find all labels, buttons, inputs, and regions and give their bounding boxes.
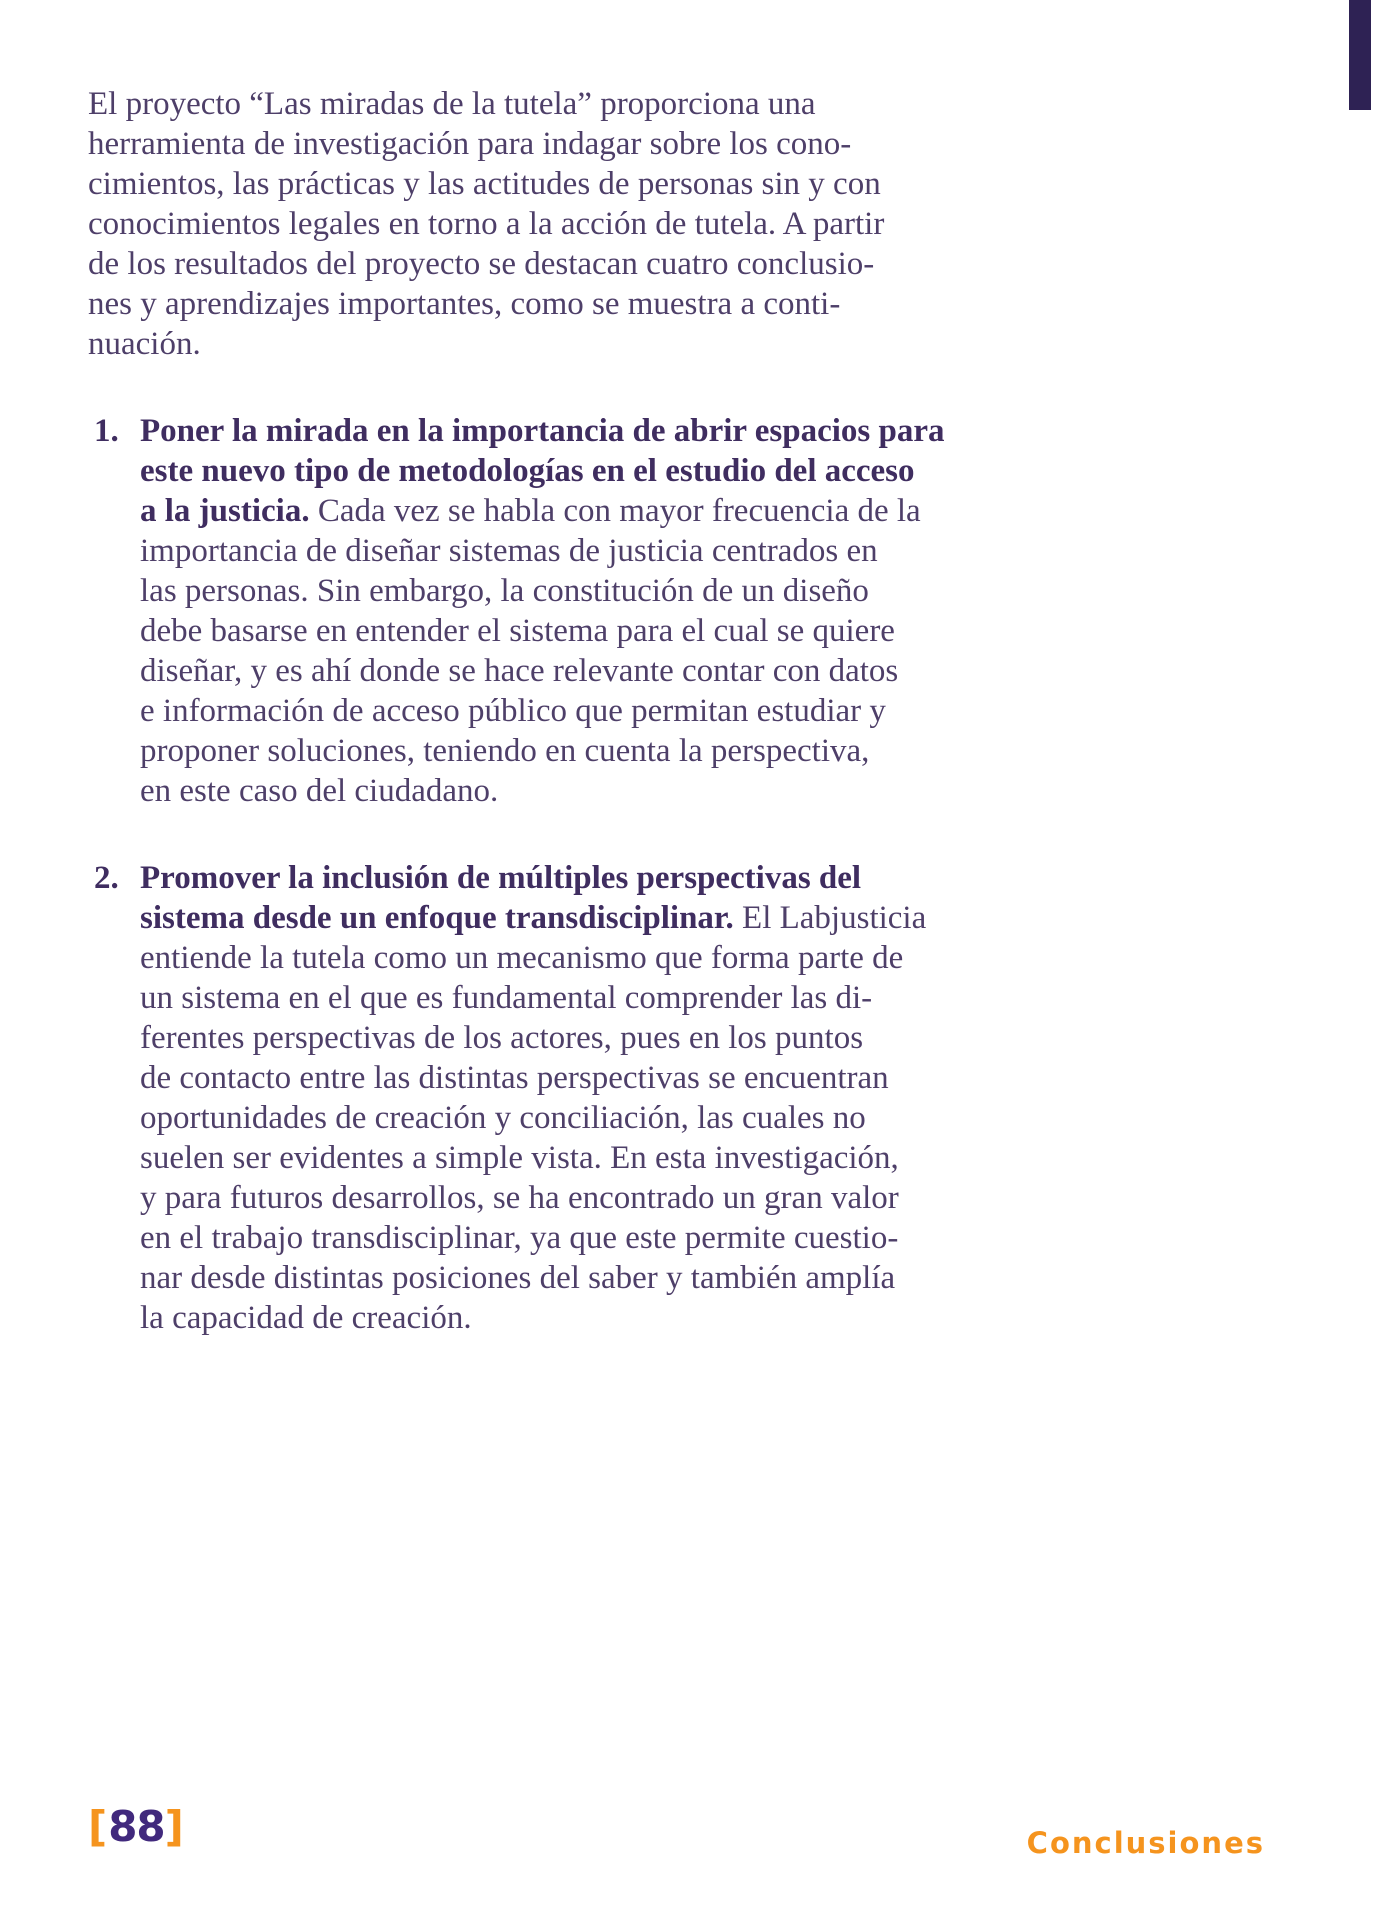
text-line: herramienta de investigación para indagar sobre los cono- (88, 126, 852, 162)
text-line (140, 411, 1018, 451)
text-line: cimientos, las prácticas y las actitudes de personas sin y con (88, 166, 881, 202)
text-line: nuación. (88, 326, 201, 362)
text-line: de los resultados del proyecto se destacan cuatro conclusio- (88, 246, 875, 282)
item-number: 2. (94, 860, 119, 896)
text-line: las personas. Sin embargo, la constitución de un diseño (140, 573, 869, 609)
text-line: y para futuros desarrollos, se ha encontrado un gran valor (140, 1180, 899, 1216)
text-line: suelen ser evidentes a simple vista. En esta investigación, (140, 1140, 899, 1176)
regular-run: El Labjusticia (733, 900, 927, 936)
text-line: diseñar, y es ahí donde se hace relevante contar con datos (140, 653, 899, 689)
text-line: la capacidad de creación. (140, 1300, 472, 1336)
chapter-edge-tab (1349, 0, 1371, 110)
intro-paragraph (88, 84, 1018, 364)
item-number: 1. (94, 413, 119, 449)
bracket-open: [ (88, 1802, 109, 1851)
text-line: oportunidades de creación y conciliación, las cuales no (140, 1100, 866, 1136)
list-item (88, 858, 1018, 1338)
bracket-close: ] (164, 1802, 185, 1851)
bold-run: este nuevo tipo de metodologías en el estudio del acceso (140, 453, 915, 489)
conclusions-list (88, 411, 1018, 1338)
item-text (140, 411, 1018, 811)
page-number-value: 88 (108, 1802, 165, 1851)
text-line: proponer soluciones, teniendo en cuenta la perspectiva, (140, 733, 870, 769)
bold-run: a la justicia. (140, 493, 310, 529)
text-line: ferentes perspectivas de los actores, pues en los puntos (140, 1020, 864, 1056)
text-line: El proyecto “Las miradas de la tutela” proporciona una (88, 86, 816, 122)
bold-run: Promover la inclusión de múltiples perspectivas del (140, 860, 862, 896)
text-line (140, 898, 1018, 938)
page-number (88, 1802, 185, 1851)
text-line (140, 858, 1018, 898)
text-line: en el trabajo transdisciplinar, ya que este permite cuestio- (140, 1220, 899, 1256)
text-line: nar desde distintas posiciones del saber y también amplía (140, 1260, 896, 1296)
text-line: e información de acceso público que permitan estudiar y (140, 693, 886, 729)
text-line: debe basarse en entender el sistema para el cual se quiere (140, 613, 895, 649)
text-line (140, 491, 1018, 531)
chapter-label: Conclusiones (1026, 1826, 1265, 1860)
text-line: de contacto entre las distintas perspectivas se encuentran (140, 1060, 889, 1096)
bold-run: Poner la mirada en la importancia de abrir espacios para (140, 413, 945, 449)
item-text (140, 858, 1018, 1338)
text-line: entiende la tutela como un mecanismo que forma parte de (140, 940, 904, 976)
list-item (88, 411, 1018, 811)
bold-run: sistema desde un enfoque transdisciplinar. (140, 900, 734, 936)
regular-run: Cada vez se habla con mayor frecuencia de la (309, 493, 921, 529)
text-line: en este caso del ciudadano. (140, 773, 499, 809)
text-line (140, 451, 1018, 491)
text-line: conocimientos legales en torno a la acción de tutela. A partir (88, 206, 885, 242)
text-line: importancia de diseñar sistemas de justicia centrados en (140, 533, 878, 569)
main-text-column (88, 84, 1018, 1338)
text-line: nes y aprendizajes importantes, como se muestra a conti- (88, 286, 841, 322)
text-line: un sistema en el que es fundamental comprender las di- (140, 980, 873, 1016)
